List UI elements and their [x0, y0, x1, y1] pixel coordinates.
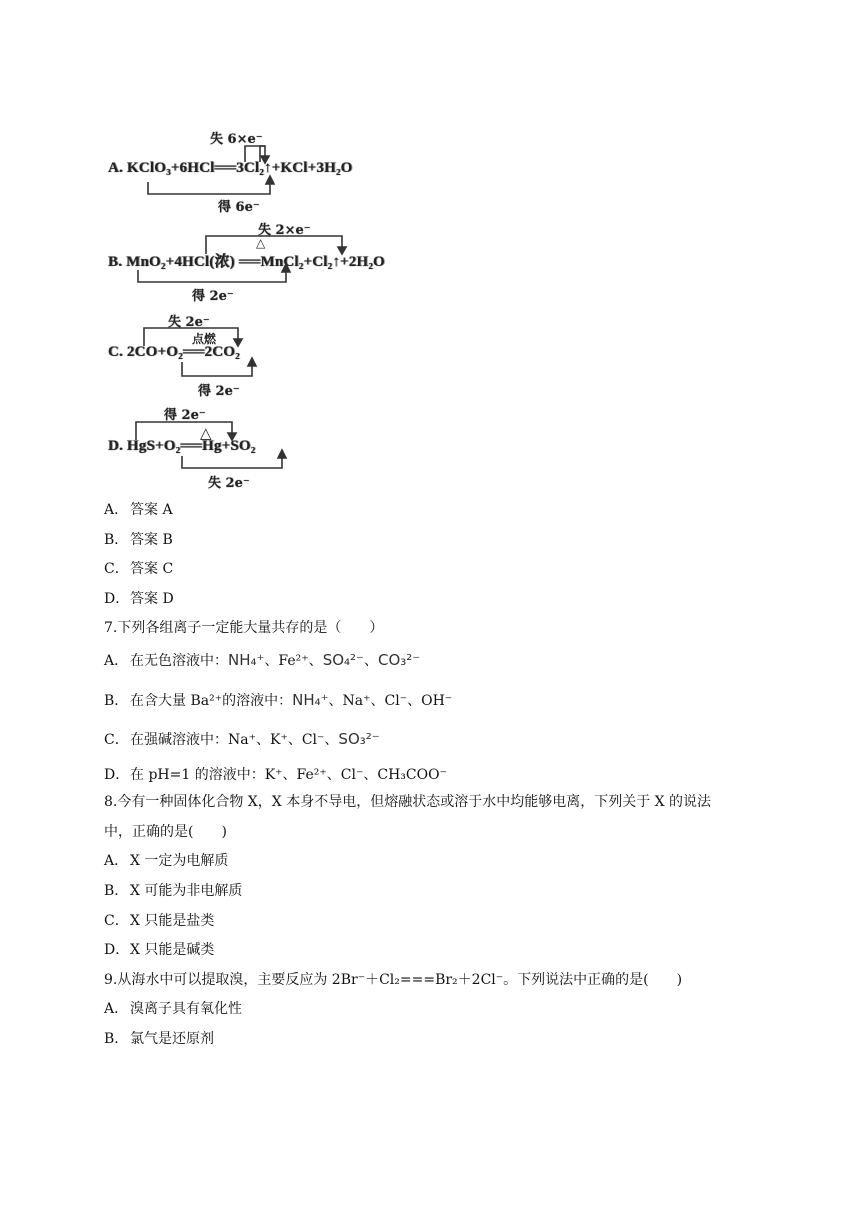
equation-d: D. HgS+O₂══Hg+SO₂: [108, 438, 256, 454]
q7-stem: 7.下列各组离子一定能大量共存的是（ ）: [104, 620, 384, 636]
q7-option-c: C．在强碱溶液中：Na⁺、K⁺、Cl⁻、SO₃²⁻: [104, 730, 380, 748]
c-gained-electrons-label: 得 2e⁻: [198, 384, 240, 399]
b-heat-condition: △: [256, 236, 266, 250]
a-lost-electrons-label: 失 6×e⁻: [210, 132, 263, 147]
d-heat-condition: △: [200, 424, 212, 442]
q8-option-b: B． X 可能为非电解质: [104, 883, 243, 899]
c-lost-electrons-label: 失 2e⁻: [168, 315, 210, 330]
c-ignite-condition: 点燃: [192, 332, 217, 346]
q8-stem-line2: 中，正确的是( ): [104, 824, 227, 840]
ammonium-formula: NH₄⁺: [228, 651, 265, 669]
q7-option-d: D．在 pH=1 的溶液中：K⁺、Fe²⁺、Cl⁻、CH₃COO⁻: [104, 767, 447, 783]
b-lost-electrons-label: 失 2×e⁻: [258, 223, 311, 238]
equation-c: C. 2CO+O₂══2CO₂: [108, 344, 240, 360]
ammonium-formula: NH₄⁺: [292, 691, 329, 709]
q8-option-c: C．X 只能是盐类: [104, 913, 215, 929]
q6-option-c: C．答案 C: [104, 561, 174, 577]
q9-stem: 9.从海水中可以提取溴，主要反应为 2Br⁻＋Cl₂===Br₂＋2Cl⁻。下列说法中正确的是( ): [104, 972, 683, 988]
q8-stem-line1: 8.今有一种固体化合物 X，X 本身不导电，但熔融状态或溶于水中均能够电离，下列关于 X 的说法: [104, 794, 712, 810]
d-gained-electrons-label: 得 2e⁻: [164, 408, 206, 423]
q9-option-a: A． 溴离子具有氧化性: [104, 1001, 242, 1017]
equation-a: A. KClO₃+6HCl══3Cl₂↑+KCl+3H₂O: [108, 160, 353, 176]
d-lost-electrons-label: 失 2e⁻: [208, 476, 250, 491]
sulfate-formula: SO₄²⁻: [322, 651, 364, 669]
a-gained-electrons-label: 得 6e⁻: [218, 200, 260, 215]
q7-option-a: A． 在无色溶液中：NH₄⁺、Fe²⁺、SO₄²⁻、CO₃²⁻: [104, 651, 421, 669]
q7-option-b: B． 在含大量 Ba²⁺的溶液中：NH₄⁺、Na⁺、Cl⁻、OH⁻: [104, 691, 453, 709]
carbonate-formula: CO₃²⁻: [377, 651, 421, 669]
b-gained-electrons-label: 得 2e⁻: [192, 289, 234, 304]
q6-option-b: B． 答案 B: [104, 532, 173, 548]
q6-option-d: D．答案 D: [104, 591, 174, 607]
electron-transfer-figure: [100, 118, 440, 498]
q9-option-b: B． 氯气是还原剂: [104, 1031, 214, 1047]
sulfite-formula: SO₃²⁻: [338, 730, 380, 748]
q6-option-a: A． 答案 A: [104, 502, 173, 518]
equation-b: B. MnO₂+4HCl(浓) ══MnCl₂+Cl₂↑+2H₂O: [108, 254, 385, 270]
q8-option-d: D．X 只能是碱类: [104, 942, 215, 958]
q8-option-a: A． X 一定为电解质: [104, 853, 229, 869]
